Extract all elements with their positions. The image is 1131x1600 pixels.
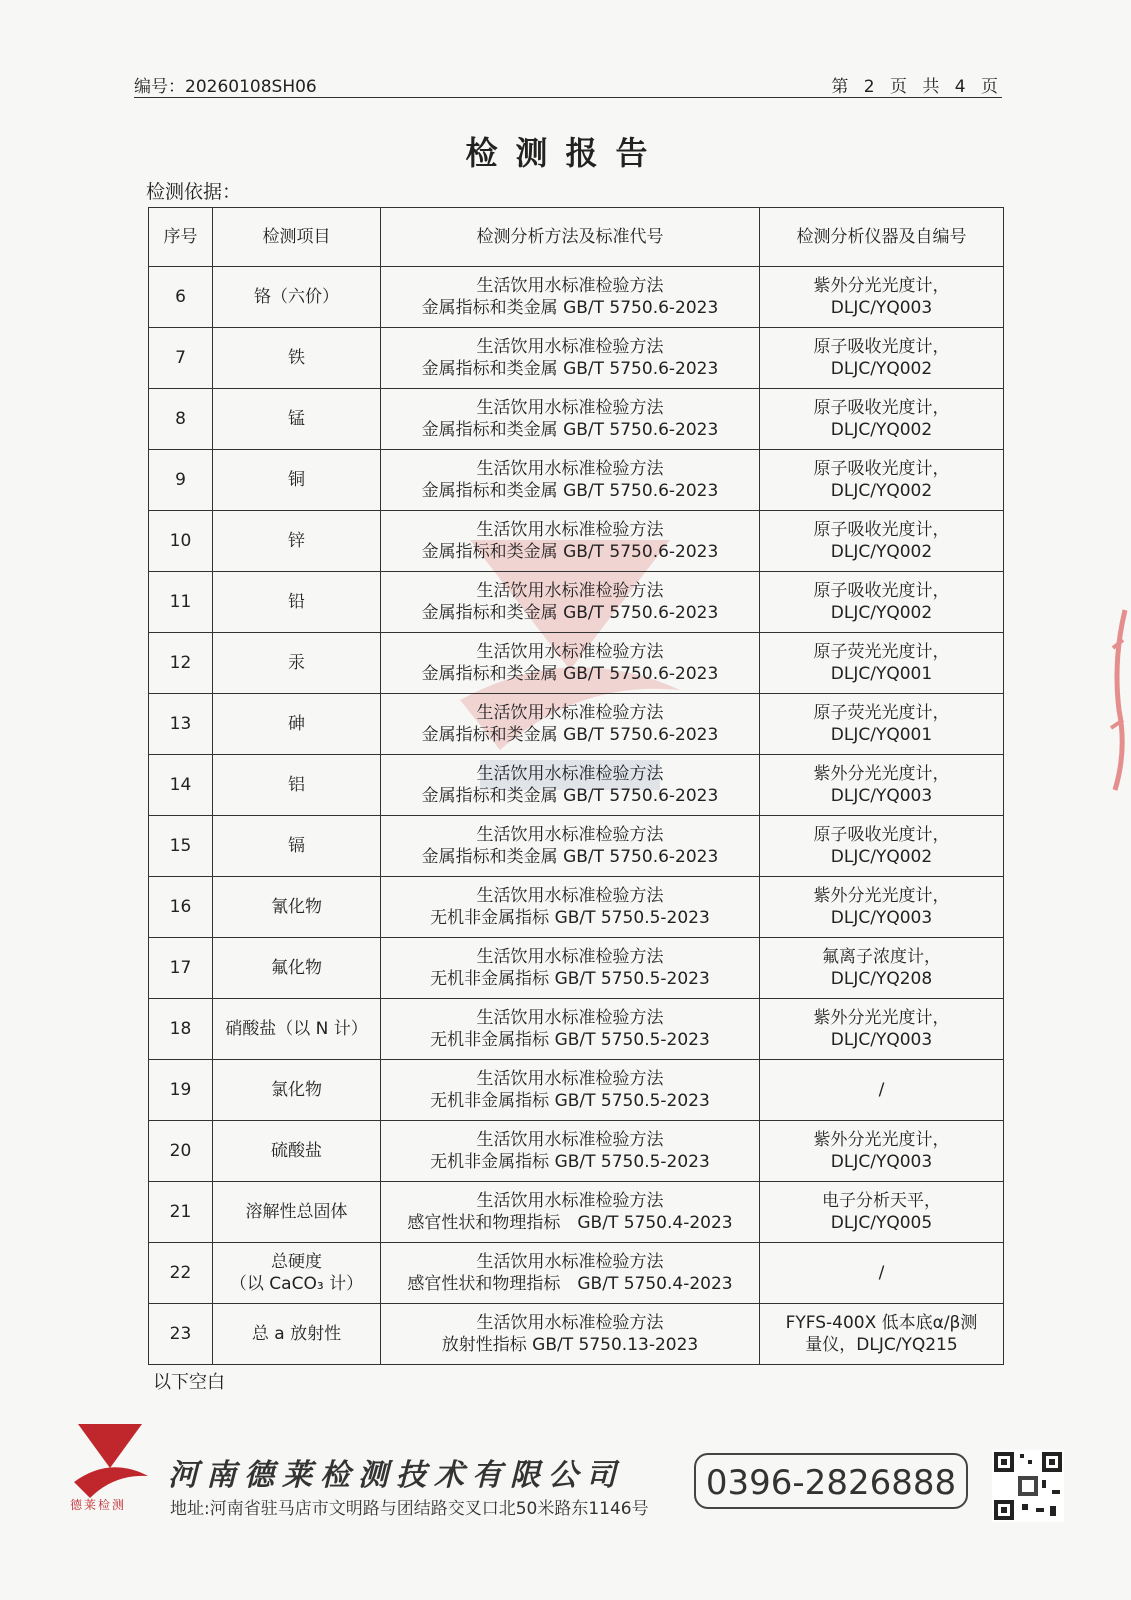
cell-instrument (760, 877, 1004, 938)
cell-no (149, 1182, 213, 1243)
cell-instrument (760, 1121, 1004, 1182)
cell-method-text: 无机非金属指标 GB/T 5750.5-2023 (430, 908, 710, 928)
cell-method (381, 572, 760, 633)
cell-method-text: 生活饮用水标准检验方法 (476, 703, 664, 723)
company-name: 河南德莱检测技术有限公司 (168, 1458, 624, 1493)
cell-no (149, 1304, 213, 1365)
cell-no-text: 20 (169, 1141, 192, 1161)
cell-item-text: 汞 (288, 653, 305, 673)
cell-method (381, 1121, 760, 1182)
cell-method (381, 328, 760, 389)
table-row (149, 267, 1004, 328)
page-number: 第 2 页 共 4 页 (831, 77, 1003, 97)
cell-no-text: 19 (169, 1080, 192, 1100)
cell-instrument-text: DLJC/YQ002 (830, 847, 933, 867)
cell-item (213, 816, 381, 877)
page-title: 检测报告 (465, 134, 666, 172)
cell-item (213, 1182, 381, 1243)
table-row (149, 877, 1004, 938)
cell-no-text: 17 (169, 958, 192, 978)
cell-instrument-text: DLJC/YQ003 (830, 786, 933, 806)
detection-basis-table (148, 207, 1004, 1365)
cell-instrument-text: 原子荧光光度计， (813, 703, 950, 723)
cell-no-text: 8 (175, 409, 186, 429)
cell-instrument-text: 量仪，DLJC/YQ215 (805, 1335, 958, 1355)
cell-method-text: 感官性状和物理指标 GB/T 5750.4-2023 (407, 1274, 733, 1294)
cell-no (149, 816, 213, 877)
cell-item-text: 硫酸盐 (271, 1141, 322, 1161)
cell-item-text: 镉 (288, 836, 305, 856)
table-row (149, 511, 1004, 572)
cell-no-text: 23 (169, 1324, 192, 1344)
cell-instrument-text: 紫外分光光度计， (813, 1130, 950, 1150)
cell-method (381, 755, 760, 816)
cell-no (149, 877, 213, 938)
cell-method-text: 金属指标和类金属 GB/T 5750.6-2023 (421, 359, 719, 379)
cell-no (149, 450, 213, 511)
cell-no (149, 999, 213, 1060)
table-row (149, 1182, 1004, 1243)
cell-item-text: 溶解性总固体 (245, 1202, 348, 1222)
cell-instrument (760, 328, 1004, 389)
cell-item-text: 锰 (288, 409, 305, 429)
cell-item-text: 锌 (288, 531, 305, 551)
cell-method-text: 无机非金属指标 GB/T 5750.5-2023 (430, 1152, 710, 1172)
table-row (149, 633, 1004, 694)
column-header-method: 检测分析方法及标准代号 (381, 208, 760, 267)
cell-method-text: 无机非金属指标 GB/T 5750.5-2023 (430, 969, 710, 989)
cell-instrument-text: FYFS-400X 低本底α/β测 (785, 1313, 978, 1333)
cell-no (149, 633, 213, 694)
cell-method-text: 感官性状和物理指标 GB/T 5750.4-2023 (407, 1213, 733, 1233)
cell-item-text: 总 a 放射性 (251, 1324, 342, 1344)
cell-instrument (760, 1304, 1004, 1365)
cell-no (149, 938, 213, 999)
cell-instrument-text: DLJC/YQ002 (830, 603, 933, 623)
table-row (149, 572, 1004, 633)
cell-method-text: 无机非金属指标 GB/T 5750.5-2023 (430, 1030, 710, 1050)
cell-instrument-text: 原子吸收光度计， (813, 398, 950, 418)
report-number: 编号：20260108SH06 (134, 77, 317, 97)
cell-method-text: 生活饮用水标准检验方法 (476, 825, 664, 845)
cell-item (213, 1121, 381, 1182)
cell-item-text: （以 CaCO₃ 计） (229, 1274, 364, 1294)
table-row (149, 755, 1004, 816)
basis-label: 检测依据： (146, 181, 242, 203)
cell-instrument (760, 267, 1004, 328)
cell-instrument-text: 原子吸收光度计， (813, 520, 950, 540)
column-header-item: 检测项目 (213, 208, 381, 267)
cell-no-text: 22 (169, 1263, 192, 1283)
cell-method-text: 生活饮用水标准检验方法 (476, 1252, 664, 1272)
cell-no (149, 267, 213, 328)
cell-method (381, 938, 760, 999)
cell-no (149, 694, 213, 755)
cell-method-text: 生活饮用水标准检验方法 (476, 398, 664, 418)
table-row (149, 450, 1004, 511)
cell-no (149, 389, 213, 450)
cell-item-text: 铅 (288, 592, 305, 612)
cell-item-text: 总硬度 (271, 1252, 322, 1272)
cell-method-text: 金属指标和类金属 GB/T 5750.6-2023 (421, 725, 719, 745)
cell-instrument-text: DLJC/YQ208 (830, 969, 933, 989)
cell-method-text: 生活饮用水标准检验方法 (476, 947, 664, 967)
cell-instrument (760, 1182, 1004, 1243)
cell-instrument-text: 原子吸收光度计， (813, 825, 950, 845)
cell-method (381, 1060, 760, 1121)
cell-method-text: 生活饮用水标准检验方法 (476, 520, 664, 540)
table-header-row (149, 208, 1004, 267)
cell-item (213, 450, 381, 511)
cell-item (213, 1243, 381, 1304)
cell-instrument (760, 633, 1004, 694)
seal-stamp-icon (1105, 600, 1131, 800)
cell-item (213, 755, 381, 816)
cell-instrument-text: DLJC/YQ003 (830, 908, 933, 928)
cell-item-text: 硝酸盐（以 N 计） (225, 1019, 368, 1039)
cell-no-text: 15 (169, 836, 192, 856)
cell-instrument (760, 694, 1004, 755)
company-address: 地址:河南省驻马店市文明路与团结路交叉口北50米路东1146号 (170, 1499, 649, 1519)
table-row (149, 328, 1004, 389)
cell-method (381, 389, 760, 450)
cell-method (381, 267, 760, 328)
table-row (149, 1243, 1004, 1304)
cell-no-text: 6 (175, 287, 186, 307)
cell-instrument (760, 1060, 1004, 1121)
table-row (149, 1304, 1004, 1365)
cell-no-text: 16 (169, 897, 192, 917)
cell-method (381, 816, 760, 877)
cell-item-text: 铜 (288, 470, 305, 490)
cell-method-text: 生活饮用水标准检验方法 (476, 886, 664, 906)
cell-instrument-text: DLJC/YQ002 (830, 542, 933, 562)
cell-instrument-text: 原子吸收光度计， (813, 337, 950, 357)
cell-no (149, 755, 213, 816)
cell-no (149, 328, 213, 389)
cell-instrument (760, 572, 1004, 633)
cell-instrument (760, 999, 1004, 1060)
column-header-no: 序号 (149, 208, 213, 267)
cell-method-text: 生活饮用水标准检验方法 (476, 1069, 664, 1089)
cell-item-text: 氯化物 (271, 1080, 322, 1100)
cell-instrument-text: 紫外分光光度计， (813, 886, 950, 906)
cell-no-text: 13 (169, 714, 192, 734)
cell-method (381, 633, 760, 694)
cell-instrument-text: 原子吸收光度计， (813, 581, 950, 601)
cell-method-text: 无机非金属指标 GB/T 5750.5-2023 (430, 1091, 710, 1111)
cell-method-text: 金属指标和类金属 GB/T 5750.6-2023 (421, 664, 719, 684)
cell-instrument-text: 紫外分光光度计， (813, 1008, 950, 1028)
qr-code-icon (992, 1450, 1064, 1522)
cell-instrument-text: DLJC/YQ005 (830, 1213, 933, 1233)
cell-no (149, 1243, 213, 1304)
cell-no-text: 18 (169, 1019, 192, 1039)
cell-instrument-text: DLJC/YQ002 (830, 481, 933, 501)
cell-method-text: 金属指标和类金属 GB/T 5750.6-2023 (421, 481, 719, 501)
cell-method (381, 877, 760, 938)
cell-method (381, 1304, 760, 1365)
cell-instrument-text: 原子荧光光度计， (813, 642, 950, 662)
cell-item-text: 铬（六价） (254, 287, 339, 307)
cell-method-text: 金属指标和类金属 GB/T 5750.6-2023 (421, 603, 719, 623)
cell-method-text: 金属指标和类金属 GB/T 5750.6-2023 (421, 420, 719, 440)
cell-instrument-text: DLJC/YQ002 (830, 359, 933, 379)
cell-instrument (760, 816, 1004, 877)
cell-method-text: 生活饮用水标准检验方法 (476, 1191, 664, 1211)
cell-no (149, 511, 213, 572)
cell-instrument-text: DLJC/YQ003 (830, 1152, 933, 1172)
cell-no-text: 11 (169, 592, 192, 612)
table-row (149, 816, 1004, 877)
cell-instrument (760, 450, 1004, 511)
cell-no (149, 1121, 213, 1182)
cell-item (213, 877, 381, 938)
cell-method-text: 生活饮用水标准检验方法 (476, 1313, 664, 1333)
cell-instrument-text: 氟离子浓度计， (822, 947, 941, 967)
cell-item-text: 氟化物 (271, 958, 322, 978)
cell-instrument-text: / (878, 1263, 885, 1283)
column-header-instrument: 检测分析仪器及自编号 (760, 208, 1004, 267)
cell-instrument (760, 938, 1004, 999)
logo-caption: 德莱检测 (70, 1498, 127, 1512)
header-divider (134, 97, 1002, 98)
cell-instrument-text: DLJC/YQ002 (830, 420, 933, 440)
cell-method-text: 生活饮用水标准检验方法 (476, 276, 664, 296)
cell-no-text: 21 (169, 1202, 192, 1222)
cell-method-text: 生活饮用水标准检验方法 (476, 337, 664, 357)
cell-item (213, 1060, 381, 1121)
cell-instrument (760, 389, 1004, 450)
cell-method (381, 450, 760, 511)
table-row (149, 694, 1004, 755)
table-row (149, 938, 1004, 999)
cell-item (213, 1304, 381, 1365)
table-row (149, 999, 1004, 1060)
cell-item (213, 938, 381, 999)
phone-number: 0396-2826888 (694, 1453, 968, 1509)
cell-item (213, 389, 381, 450)
cell-item-text: 铁 (288, 348, 305, 368)
cell-item (213, 328, 381, 389)
blank-below-note: 以下空白 (153, 1372, 225, 1393)
cell-method (381, 511, 760, 572)
cell-no (149, 1060, 213, 1121)
cell-method (381, 1182, 760, 1243)
cell-no-text: 10 (169, 531, 192, 551)
cell-instrument-text: DLJC/YQ003 (830, 1030, 933, 1050)
cell-method-text: 金属指标和类金属 GB/T 5750.6-2023 (421, 298, 719, 318)
cell-instrument-text: DLJC/YQ001 (830, 725, 933, 745)
cell-method-text: 金属指标和类金属 GB/T 5750.6-2023 (421, 542, 719, 562)
cell-instrument-text: 紫外分光光度计， (813, 764, 950, 784)
cell-method (381, 1243, 760, 1304)
cell-item-text: 砷 (288, 714, 305, 734)
cell-no-text: 14 (169, 775, 192, 795)
cell-method-text: 金属指标和类金属 GB/T 5750.6-2023 (421, 847, 719, 867)
table-row (149, 1060, 1004, 1121)
cell-no-text: 12 (169, 653, 192, 673)
cell-item (213, 694, 381, 755)
cell-item (213, 511, 381, 572)
cell-item-text: 铝 (288, 775, 305, 795)
cell-method-text: 生活饮用水标准检验方法 (476, 764, 664, 784)
cell-item-text: 氰化物 (271, 897, 322, 917)
cell-method-text: 金属指标和类金属 GB/T 5750.6-2023 (421, 786, 719, 806)
cell-instrument-text: DLJC/YQ001 (830, 664, 933, 684)
cell-instrument (760, 1243, 1004, 1304)
cell-item (213, 999, 381, 1060)
cell-no-text: 7 (175, 348, 186, 368)
cell-no-text: 9 (175, 470, 186, 490)
cell-instrument-text: 紫外分光光度计， (813, 276, 950, 296)
cell-method-text: 放射性指标 GB/T 5750.13-2023 (441, 1335, 699, 1355)
cell-method (381, 999, 760, 1060)
cell-method-text: 生活饮用水标准检验方法 (476, 1130, 664, 1150)
cell-instrument-text: / (878, 1080, 885, 1100)
table-row (149, 1121, 1004, 1182)
cell-item (213, 633, 381, 694)
table-row (149, 389, 1004, 450)
cell-method (381, 694, 760, 755)
cell-no (149, 572, 213, 633)
cell-method-text: 生活饮用水标准检验方法 (476, 642, 664, 662)
cell-instrument (760, 755, 1004, 816)
cell-item (213, 267, 381, 328)
cell-instrument-text: 原子吸收光度计， (813, 459, 950, 479)
cell-instrument (760, 511, 1004, 572)
cell-method-text: 生活饮用水标准检验方法 (476, 581, 664, 601)
cell-item (213, 572, 381, 633)
cell-method-text: 生活饮用水标准检验方法 (476, 1008, 664, 1028)
cell-instrument-text: DLJC/YQ003 (830, 298, 933, 318)
cell-method-text: 生活饮用水标准检验方法 (476, 459, 664, 479)
cell-instrument-text: 电子分析天平， (822, 1191, 941, 1211)
